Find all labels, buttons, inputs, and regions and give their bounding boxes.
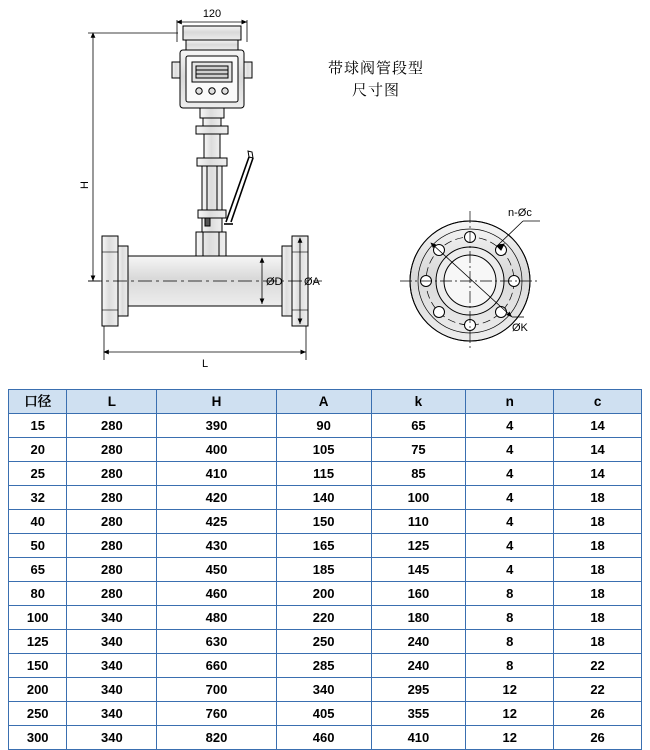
table-cell: 460 bbox=[276, 726, 371, 750]
table-cell: 400 bbox=[157, 438, 276, 462]
table-cell: 220 bbox=[276, 606, 371, 630]
table-cell: 12 bbox=[466, 726, 554, 750]
table-cell: 65 bbox=[371, 414, 466, 438]
table-cell: 18 bbox=[554, 510, 642, 534]
table-cell: 630 bbox=[157, 630, 276, 654]
table-row bbox=[9, 630, 642, 654]
table-cell: 700 bbox=[157, 678, 276, 702]
table-cell: 8 bbox=[466, 654, 554, 678]
table-cell: 280 bbox=[67, 558, 157, 582]
table-cell: 280 bbox=[67, 414, 157, 438]
label-n-c: n-Øc bbox=[508, 207, 532, 219]
table-cell: 340 bbox=[67, 630, 157, 654]
table-cell: 65 bbox=[9, 558, 67, 582]
table-cell: 410 bbox=[371, 726, 466, 750]
drawing-title-line2: 尺寸图 bbox=[351, 80, 400, 99]
label-H: H bbox=[79, 181, 91, 189]
table-cell: 340 bbox=[67, 702, 157, 726]
table-cell: 125 bbox=[371, 534, 466, 558]
table-cell: 18 bbox=[554, 486, 642, 510]
table-cell: 18 bbox=[554, 630, 642, 654]
stand-pipe bbox=[196, 126, 228, 232]
table-cell: 450 bbox=[157, 558, 276, 582]
th-kou-jing: 口径 bbox=[9, 390, 67, 414]
table-cell: 480 bbox=[157, 606, 276, 630]
table-cell: 110 bbox=[371, 510, 466, 534]
table-cell: 300 bbox=[9, 726, 67, 750]
table-cell: 410 bbox=[157, 462, 276, 486]
th-l: L bbox=[67, 390, 157, 414]
table-cell: 340 bbox=[67, 678, 157, 702]
table-row bbox=[9, 414, 642, 438]
table-cell: 8 bbox=[466, 582, 554, 606]
table-cell: 180 bbox=[371, 606, 466, 630]
table-row bbox=[9, 582, 642, 606]
table-cell: 200 bbox=[276, 582, 371, 606]
th-c: c bbox=[554, 390, 642, 414]
table-cell: 420 bbox=[157, 486, 276, 510]
table-row bbox=[9, 462, 642, 486]
table-cell: 160 bbox=[371, 582, 466, 606]
table-cell: 90 bbox=[276, 414, 371, 438]
dim-L bbox=[104, 326, 306, 360]
table-cell: 280 bbox=[67, 510, 157, 534]
spec-table-wrap bbox=[8, 389, 642, 750]
table-cell: 85 bbox=[371, 462, 466, 486]
table-cell: 340 bbox=[67, 606, 157, 630]
table-row bbox=[9, 606, 642, 630]
table-row bbox=[9, 726, 642, 750]
table-cell: 820 bbox=[157, 726, 276, 750]
table-cell: 4 bbox=[466, 510, 554, 534]
table-cell: 280 bbox=[67, 582, 157, 606]
table-body bbox=[9, 414, 642, 750]
valve-handle bbox=[224, 151, 253, 224]
table-cell: 105 bbox=[276, 438, 371, 462]
table-row bbox=[9, 702, 642, 726]
table-row bbox=[9, 558, 642, 582]
table-cell: 405 bbox=[276, 702, 371, 726]
table-cell: 14 bbox=[554, 462, 642, 486]
table-cell: 200 bbox=[9, 678, 67, 702]
table-row bbox=[9, 534, 642, 558]
table-cell: 115 bbox=[276, 462, 371, 486]
table-cell: 26 bbox=[554, 702, 642, 726]
transmitter-housing bbox=[172, 26, 252, 126]
table-cell: 140 bbox=[276, 486, 371, 510]
table-cell: 340 bbox=[67, 726, 157, 750]
table-cell: 150 bbox=[276, 510, 371, 534]
table-cell: 15 bbox=[9, 414, 67, 438]
table-cell: 100 bbox=[371, 486, 466, 510]
th-k: k bbox=[371, 390, 466, 414]
table-row bbox=[9, 654, 642, 678]
table-cell: 4 bbox=[466, 534, 554, 558]
table-cell: 8 bbox=[466, 630, 554, 654]
table-cell: 22 bbox=[554, 678, 642, 702]
table-cell: 295 bbox=[371, 678, 466, 702]
table-cell: 240 bbox=[371, 630, 466, 654]
table-cell: 250 bbox=[276, 630, 371, 654]
table-cell: 760 bbox=[157, 702, 276, 726]
table-row bbox=[9, 678, 642, 702]
table-cell: 4 bbox=[466, 414, 554, 438]
table-cell: 340 bbox=[67, 654, 157, 678]
table-cell: 240 bbox=[371, 654, 466, 678]
table-cell: 145 bbox=[371, 558, 466, 582]
table-cell: 185 bbox=[276, 558, 371, 582]
table-row bbox=[9, 510, 642, 534]
table-cell: 460 bbox=[157, 582, 276, 606]
th-h: H bbox=[157, 390, 276, 414]
table-cell: 50 bbox=[9, 534, 67, 558]
table-cell: 18 bbox=[554, 582, 642, 606]
table-cell: 22 bbox=[554, 654, 642, 678]
table-cell: 26 bbox=[554, 726, 642, 750]
table-cell: 18 bbox=[554, 558, 642, 582]
spec-table bbox=[8, 389, 642, 750]
th-a: A bbox=[276, 390, 371, 414]
table-cell: 12 bbox=[466, 678, 554, 702]
table-cell: 25 bbox=[9, 462, 67, 486]
drawing-title bbox=[286, 58, 466, 102]
table-cell: 660 bbox=[157, 654, 276, 678]
table-cell: 390 bbox=[157, 414, 276, 438]
table-row bbox=[9, 438, 642, 462]
table-cell: 20 bbox=[9, 438, 67, 462]
table-cell: 280 bbox=[67, 486, 157, 510]
table-cell: 4 bbox=[466, 462, 554, 486]
label-dia-K: ØK bbox=[512, 322, 528, 334]
th-n: n bbox=[466, 390, 554, 414]
table-cell: 32 bbox=[9, 486, 67, 510]
table-cell: 8 bbox=[466, 606, 554, 630]
table-cell: 340 bbox=[276, 678, 371, 702]
table-cell: 425 bbox=[157, 510, 276, 534]
label-dia-A: ØA bbox=[304, 276, 320, 288]
table-cell: 165 bbox=[276, 534, 371, 558]
table-cell: 285 bbox=[276, 654, 371, 678]
pipe-body bbox=[88, 232, 322, 326]
table-cell: 18 bbox=[554, 606, 642, 630]
table-cell: 14 bbox=[554, 414, 642, 438]
table-cell: 280 bbox=[67, 438, 157, 462]
table-cell: 4 bbox=[466, 438, 554, 462]
table-cell: 125 bbox=[9, 630, 67, 654]
table-cell: 280 bbox=[67, 462, 157, 486]
table-cell: 75 bbox=[371, 438, 466, 462]
table-cell: 150 bbox=[9, 654, 67, 678]
table-cell: 4 bbox=[466, 558, 554, 582]
table-cell: 12 bbox=[466, 702, 554, 726]
table-cell: 100 bbox=[9, 606, 67, 630]
table-cell: 18 bbox=[554, 534, 642, 558]
drawing-title-line1: 带球阀管段型 bbox=[327, 59, 424, 77]
table-cell: 280 bbox=[67, 534, 157, 558]
table-header-row bbox=[9, 390, 642, 414]
label-L: L bbox=[201, 358, 209, 370]
table-cell: 40 bbox=[9, 510, 67, 534]
table-cell: 80 bbox=[9, 582, 67, 606]
table-row bbox=[9, 486, 642, 510]
table-cell: 4 bbox=[466, 486, 554, 510]
table-cell: 430 bbox=[157, 534, 276, 558]
table-cell: 250 bbox=[9, 702, 67, 726]
label-120: 120 bbox=[202, 8, 222, 20]
label-dia-D: ØD bbox=[266, 276, 283, 288]
table-cell: 14 bbox=[554, 438, 642, 462]
table-cell: 355 bbox=[371, 702, 466, 726]
